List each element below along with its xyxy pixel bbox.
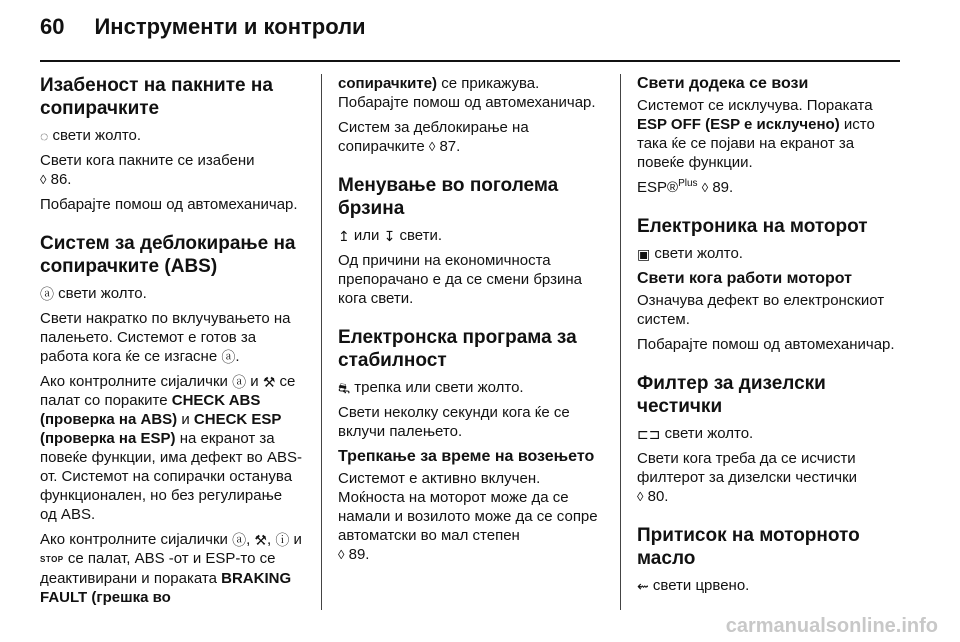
paragraph: Ако контролните сијалички ⓐ и ⚒ се палат со пораките CHECK ABS (проверка на ABS) и CHECK ESP (проверка на ESP) на екранот за повеќе функции, има дефект во ABS-от. Системот на сопирачки останува функционален, но без регулирање од ABS.: [40, 373, 302, 523]
esp-warning-icon: ⓘ: [275, 532, 290, 548]
paragraph: Свети неколку секунди кога ќе се вклучи палењето.: [338, 404, 570, 440]
diesel-filter-icon: ⊏⊐: [637, 426, 661, 442]
paragraph: ESP®$^{Plus}$ ◊ 89.: [637, 178, 734, 196]
paragraph: Системот е активно вклучен. Моќноста на моторот може да се намали и возилото може да се сопре автоматски во мал степен ◊ 89.: [338, 470, 598, 563]
page-number: 60: [40, 14, 65, 39]
subsection-title-lit-while-driving: Свети додека се вози: [637, 75, 809, 92]
subsection-title-engine-running: Свети кога работи моторот: [637, 270, 852, 287]
gear-up-icon: ↥: [338, 228, 350, 244]
page-ref-icon: ◊: [701, 180, 709, 195]
page-ref-icon: ◊: [637, 489, 644, 504]
section-title-brake-pads: Изабеност на пакните на сопирачките: [40, 75, 273, 119]
abs-icon: ⓐ: [232, 532, 247, 548]
column-divider-1: [321, 74, 322, 610]
paragraph: Побарајте помош од автомеханичар.: [40, 196, 298, 213]
paragraph: Свети кога треба да се исчисти филтерот за дизелски честички ◊ 80.: [637, 450, 858, 505]
wrench-icon: ⚒: [262, 374, 276, 390]
abs-icon: ⓐ: [40, 286, 54, 302]
running-title: Инструменти и контроли: [94, 14, 366, 39]
paragraph: ⊏⊐ свети жолто.: [637, 425, 754, 442]
paragraph: Означува дефект во електронскиот систем.: [637, 292, 885, 328]
paragraph: ⓐ свети жолто.: [40, 285, 147, 302]
paragraph: Ако контролните сијалички ⓐ, ⚒, ⓘ и STOP се палат, ABS -от и ESP-то се деактивирани и пораката BRAKING FAULT (грешка во: [40, 531, 302, 606]
column-divider-2: [620, 74, 621, 610]
paragraph: ⛐ трепка или свети жолто.: [338, 379, 524, 396]
esp-car-icon: ⛐: [338, 380, 351, 396]
paragraph: ↥ или ↧ свети.: [338, 227, 443, 244]
paragraph: ⇜ свети црвено.: [637, 577, 750, 594]
section-title-esp: Електронска програма за стабилност: [338, 327, 577, 371]
paragraph: Системот се исклучува. Пораката ESP OFF (ESP е исклучено) исто така ќе се појави на екранот за повеќе функции.: [637, 97, 875, 171]
paragraph: сопирачките) се прикажува. Побарајте помош од автомеханичар.: [338, 75, 596, 111]
paragraph: ◌ свети жолто.: [40, 127, 142, 144]
watermark: carmanualsonline.info: [725, 615, 938, 637]
wrench-icon: ⚒: [254, 532, 267, 548]
abs-icon: ⓐ: [221, 349, 236, 365]
gear-down-icon: ↧: [383, 228, 396, 244]
oil-pressure-icon: ⇜: [637, 578, 649, 594]
column-3: [637, 74, 905, 601]
section-title-oil-pressure: Притисок на моторното масло: [637, 525, 860, 569]
page-ref-icon: ◊: [428, 139, 436, 154]
section-title-engine-electronics: Електроника на моторот: [637, 216, 868, 237]
abs-icon: ⓐ: [232, 374, 247, 390]
section-title-upshift: Менување во поголема брзина: [338, 175, 559, 219]
stop-icon: STOP: [40, 555, 64, 564]
paragraph: Свети накратко по вклучувањето на палењето. Системот е готов за работа кога ќе се изгасне ⓐ.: [40, 310, 291, 365]
engine-icon: ▣: [637, 246, 651, 262]
paragraph: Систем за деблокирање на сопирачките ◊ 87.: [338, 119, 529, 155]
paragraph: Побарајте помош од автомеханичар.: [637, 336, 895, 353]
section-title-abs: Систем за деблокирање на сопирачките (ABS): [40, 233, 296, 277]
column-2: [338, 74, 603, 570]
section-title-diesel-filter: Филтер за дизелски честички: [637, 373, 826, 417]
paragraph: Од причини на економичноста препорачано е да се смени брзина кога свети.: [338, 252, 582, 307]
paragraph: ▣ свети жолто.: [637, 245, 743, 262]
page-ref-icon: ◊: [338, 547, 345, 562]
page-header: [40, 14, 366, 54]
paragraph: Свети кога пакните се изабени ◊ 86.: [40, 152, 255, 188]
subsection-title-flashing: Трепкање за време на возењето: [338, 448, 595, 465]
brake-pad-icon: ◌: [40, 128, 49, 144]
header-rule: [40, 60, 900, 62]
page-ref-icon: ◊: [40, 172, 47, 187]
column-1: [40, 74, 302, 613]
